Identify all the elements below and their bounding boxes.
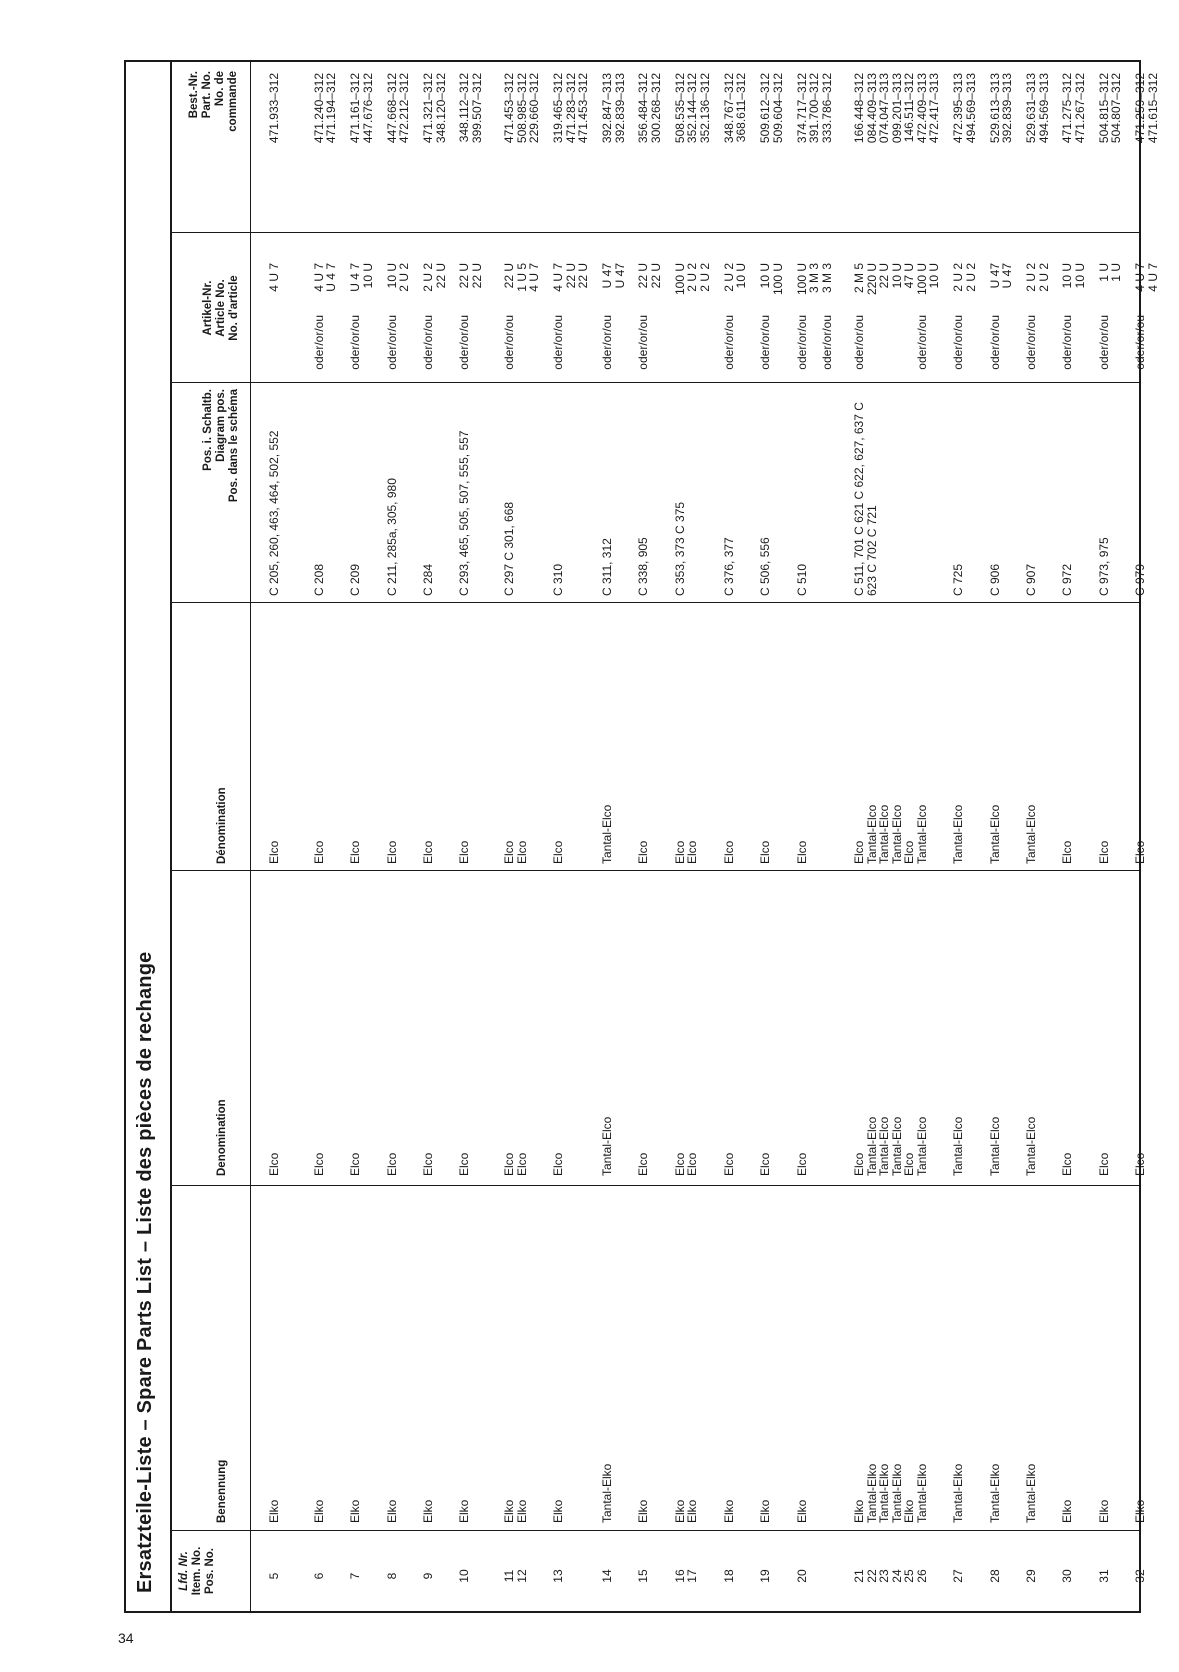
header-line: Pos. dans le schéma [228,389,240,503]
cell-denomination-fr: Tantal-Elco [987,804,1002,864]
cell-part-no: 471.321–312 348.120–312 [420,73,448,144]
header-line: Item. No. [191,1546,203,1596]
cell-item-no: 27 [951,1569,966,1583]
cell-part-no: 471.453–312 508.985–312 229.660–312 [502,73,542,144]
cell-denomination-fr: Elco [420,840,435,864]
cell-alternative-marker: oder/or/ou [1024,315,1039,370]
header-diagram-pos [202,389,272,599]
cell-part-no: 471.933–312 [267,73,281,144]
cell-alternative-marker: oder/or/ou oder/or/ou [851,315,929,370]
table-row [386,62,411,1611]
cell-article-no: 4 U 7 [267,263,281,292]
header-item-no [178,1535,248,1607]
cell-item-no: 19 [758,1569,773,1583]
header-article-no [202,237,272,379]
cell-benennung: Elko [636,1499,651,1523]
cell-diagram-pos: C 725 [951,563,966,596]
header-line: Diagram pos. [215,389,227,462]
cell-denomination-fr: Elco Elco [502,840,529,864]
table-row [313,62,338,1611]
cell-article-no: 4 U 7 4 U 7 [1133,263,1160,292]
cell-alternative-marker: oder/or/ou [551,315,566,370]
cell-alternative-marker: oder/or/ou [457,315,472,370]
cell-item-no: 28 [987,1569,1002,1583]
cell-denomination-fr: Elco [1096,840,1111,864]
cell-diagram-pos: C 511, 701 C 621 C 622, 627, 637 C 623 C 702 C 721 [851,402,879,596]
cell-article-no: U 4 7 10 U [348,263,375,292]
cell-article-no: 22 U 22 U [457,263,484,289]
cell-denomination: Elco [1096,1152,1111,1176]
table-row [458,62,483,1611]
cell-denomination: Elco [420,1152,435,1176]
cell-alternative-marker: oder/or/ou [987,315,1002,370]
cell-article-no: 2 M 5 220 U 22 U 10 U 47 U 100 U 10 U [851,263,942,296]
table-row [759,62,784,1611]
cell-benennung: Elko [794,1499,809,1523]
cell-benennung: Elko [1133,1499,1148,1523]
cell-diagram-pos: C 907 [1024,563,1039,596]
parts-table-body [268,62,1159,1611]
cell-denomination: Elco [457,1152,472,1176]
cell-diagram-pos: C 338, 905 [636,537,651,596]
cell-item-no: 15 [636,1569,651,1583]
header-line: Pos. i. Schaltb. [202,389,214,471]
cell-alternative-marker: oder/or/ou [311,315,326,370]
header-line: No. d'article [228,275,240,341]
cell-denomination-fr: Elco [636,840,651,864]
cell-article-no: U 47 U 47 [600,263,627,289]
cell-benennung: Elko [267,1499,281,1523]
cell-denomination: Elco Elco [672,1152,700,1176]
cell-part-no: 472.395–313 494.569–313 [951,73,978,144]
cell-part-no: 529.613–313 392.839–313 [987,73,1015,144]
cell-denomination-fr: Elco Tantal-Elco Tantal-Elco Tantal-Elco Elco Tantal-Elco [851,804,929,864]
cell-denomination-fr: Elco [551,840,566,864]
rotated-sheet [126,62,1160,1611]
cell-alternative-marker: oder/or/ou [384,315,399,370]
cell-item-no: 30 [1060,1569,1075,1583]
cell-item-no: 8 [384,1572,399,1580]
cell-item-no: 21 22 23 24 25 26 [851,1569,929,1583]
cell-part-no: 374.717–312 391.700–312 333.786–312 [794,73,834,144]
cell-denomination: Tantal-Elco [1024,1116,1039,1176]
table-row [1134,62,1159,1611]
cell-denomination-fr: Tantal-Elco [600,804,615,864]
cell-benennung: Elko Tantal-Elko Tantal-Elko Tantal-Elko Elko Tantal-Elko [851,1463,929,1523]
cell-item-no: 13 [551,1569,566,1583]
cell-denomination-fr: Elco [1133,840,1148,864]
cell-part-no: 504.815–312 504.807–312 [1096,73,1124,144]
cell-denomination-fr: Elco [457,840,472,864]
cell-part-no: 471.259–312 471.615–312 [1133,73,1160,144]
cell-benennung: Elko Elko [672,1499,700,1523]
cell-diagram-pos: C 906 [987,563,1002,596]
cell-diagram-pos: C 311, 312 [600,538,615,596]
cell-alternative-marker: oder/or/ou [1096,315,1111,370]
cell-part-no: 529.631–313 494.569–313 [1024,73,1051,144]
cell-alternative-marker: oder/or/ou [420,315,435,370]
cell-article-no: 4 U 7 U 4 7 [311,263,339,292]
cell-benennung: Tantal-Elko [600,1463,615,1523]
cell-denomination-fr: Elco [721,840,736,864]
cell-benennung: Elko [311,1499,326,1523]
cell-item-no: 29 [1024,1569,1039,1583]
table-row [796,62,834,1611]
table-row [601,62,626,1611]
header-divider [250,62,251,1611]
cell-part-no: 471.275–312 471.267–312 [1060,73,1087,144]
cell-denomination: Elco Tantal-Elco Tantal-Elco Tantal-Elco Elco Tantal-Elco [851,1116,929,1176]
cell-denomination: Elco [267,1152,281,1176]
cell-part-no: 348.767–312 368.611–312 [721,73,749,144]
cell-denomination: Elco [794,1152,809,1176]
table-row [503,62,541,1611]
cell-benennung: Tantal-Elko [1024,1463,1039,1523]
header-line: Best.-Nr. [188,71,200,119]
cell-item-no: 9 [420,1572,435,1580]
header-line: Dénomination [216,787,228,864]
cell-part-no: 471.240–312 471.194–312 [311,73,339,144]
table-row [349,62,374,1611]
cell-diagram-pos: C 510 [794,563,809,596]
header-line: Pos. No. [204,1548,216,1595]
cell-denomination: Elco [758,1152,773,1176]
cell-part-no: 356.484–312 300.268–312 [636,73,663,144]
cell-benennung: Elko [551,1499,566,1523]
cell-denomination: Elco [721,1152,736,1176]
cell-denomination: Elco [311,1152,326,1176]
cell-benennung: Tantal-Elko [987,1463,1002,1523]
cell-diagram-pos: C 506, 556 [758,537,773,596]
cell-article-no: 100 U 2 U 2 2 U 2 [672,263,712,296]
cell-diagram-pos: C 209 [348,563,363,596]
cell-denomination-fr: Elco [758,840,773,864]
header-line: Denomination [216,1099,228,1176]
table-row [422,62,447,1611]
cell-alternative-marker: oder/or/ou [348,315,363,370]
cell-diagram-pos: C 211, 285a, 305, 980 [384,478,399,596]
cell-article-no: 10 U 2 U 2 [384,263,412,292]
table-row [989,62,1014,1611]
cell-alternative-marker: oder/or/ou [502,315,517,370]
cell-item-no: 18 [721,1569,736,1583]
cell-item-no: 31 [1096,1569,1111,1583]
cell-benennung: Elko [384,1499,399,1523]
cell-diagram-pos: C 979 [1133,563,1148,596]
cell-denomination: Tantal-Elco [600,1116,615,1176]
table-row [1098,62,1123,1611]
cell-diagram-pos: C 973, 975 [1096,537,1111,596]
header-line: commande [227,71,239,132]
cell-benennung: Elko [1060,1499,1075,1523]
cell-article-no: 1 U 1 U [1096,263,1124,282]
cell-denomination: Elco Elco [502,1152,529,1176]
header-part-no [188,71,258,227]
table-row [853,62,941,1611]
table-row [268,62,293,1611]
table-row [637,62,662,1611]
cell-diagram-pos: C 293, 465, 505, 507, 555, 557 [457,430,472,596]
cell-article-no: 2 U 2 2 U 2 [951,263,978,292]
cell-benennung: Elko [1096,1499,1111,1523]
cell-benennung: Elko [420,1499,435,1523]
cell-part-no: 348.112–312 399.507–312 [457,73,484,144]
cell-item-no: 20 [794,1569,809,1583]
cell-alternative-marker: oder/or/ou [951,315,966,370]
cell-denomination: Elco [1060,1152,1075,1176]
cell-diagram-pos: C 284 [420,563,435,596]
cell-part-no: 319.465–312 471.283–312 471.453–312 [551,73,591,144]
cell-denomination: Tantal-Elco [951,1116,966,1176]
cell-denomination-fr: Elco [311,840,326,864]
cell-article-no: 2 U 2 22 U [420,263,448,292]
cell-part-no: 471.161–312 447.676–312 [348,73,375,144]
header-line: Lfd. Nr. [178,1551,190,1591]
title-divider [170,62,172,1611]
parts-list-frame [124,60,1160,1613]
cell-article-no: 10 U 100 U [758,263,785,296]
table-row [1061,62,1086,1611]
cell-denomination: Elco [348,1152,363,1176]
cell-part-no: 392.847–313 392.839–313 [600,73,627,144]
header-line: Article No. [215,279,227,337]
cell-alternative-marker: oder/or/ou [1133,315,1148,370]
cell-benennung: Elko Elko [502,1499,529,1523]
cell-part-no: 508.535–312 352.144–312 352.136–312 [672,73,712,144]
cell-article-no: 22 U 22 U [636,263,663,289]
table-row [1025,62,1050,1611]
cell-denomination: Elco [1133,1152,1148,1176]
cell-denomination-fr: Tantal-Elco [951,804,966,864]
table-row [723,62,748,1611]
cell-part-no: 166.448–312 084.409–313 074.047–313 099.201–313 146.511–312 472.409–313 472.417–313 [851,73,942,144]
cell-denomination: Tantal-Elco [987,1116,1002,1176]
cell-benennung: Elko [721,1499,736,1523]
cell-diagram-pos: C 310 [551,563,566,596]
cell-alternative-marker: oder/or/ou [600,315,615,370]
cell-diagram-pos: C 208 [311,563,326,596]
cell-denomination-fr: Elco [384,840,399,864]
cell-article-no: 2 U 2 10 U [721,263,749,292]
cell-benennung: Tantal-Elko [951,1463,966,1523]
cell-article-no: 10 U 10 U [1060,263,1087,289]
cell-item-no: 11 12 [502,1569,529,1583]
cell-alternative-marker: oder/or/ou [758,315,773,370]
cell-item-no: 16 17 [672,1569,700,1583]
cell-denomination-fr: Elco [794,840,809,864]
cell-item-no: 10 [457,1569,472,1583]
cell-part-no: 447.668–312 472.212–312 [384,73,412,144]
cell-denomination-fr: Tantal-Elco [1024,804,1039,864]
table-row [674,62,712,1611]
cell-denomination-fr: Elco Elco [672,840,700,864]
cell-article-no: 4 U 7 22 U 22 U [551,263,591,292]
cell-part-no: 509.612–312 509.604–312 [758,73,785,144]
header-line: Part. No. [201,71,213,119]
cell-alternative-marker: oder/or/ou [636,315,651,370]
cell-denomination-fr: Elco [267,840,281,864]
cell-diagram-pos: C 972 [1060,563,1075,596]
page-title: Ersatzteile-Liste – Spare Parts List – Liste des pièces de rechange [134,951,156,1593]
page-number: 34 [118,1630,134,1646]
cell-item-no: 14 [600,1569,615,1583]
cell-alternative-marker: oder/or/ou [721,315,736,370]
cell-diagram-pos: C 376, 377 [721,537,736,596]
cell-article-no: U 47 U 47 [987,263,1015,289]
cell-denomination: Elco [551,1152,566,1176]
cell-diagram-pos: C 353, 373 C 375 [672,501,687,596]
cell-diagram-pos: C 297 C 301, 668 [502,501,517,596]
cell-article-no: 100 U 3 M 3 3 M 3 [794,263,834,296]
header-line: Benennung [216,1459,228,1523]
cell-item-no: 7 [348,1572,363,1580]
cell-article-no: 2 U 2 2 U 2 [1024,263,1051,292]
cell-denomination: Elco [636,1152,651,1176]
cell-denomination: Elco [384,1152,399,1176]
cell-benennung: Elko [348,1499,363,1523]
table-row [952,62,977,1611]
cell-alternative-marker: oder/or/ou [1060,315,1075,370]
cell-item-no: 32 [1133,1569,1148,1583]
cell-benennung: Elko [457,1499,472,1523]
table-row [552,62,590,1611]
cell-denomination-fr: Elco [348,840,363,864]
cell-alternative-marker: oder/or/ou oder/or/ou [794,315,834,370]
header-line: No. de [214,71,226,107]
cell-denomination-fr: Elco [1060,840,1075,864]
header-line: Artikel-Nr. [202,280,214,336]
cell-benennung: Elko [758,1499,773,1523]
cell-article-no: 22 U 1 U 5 4 U 7 [502,263,542,292]
cell-item-no: 6 [311,1572,326,1580]
cell-item-no: 5 [267,1572,281,1580]
cell-diagram-pos: C 205, 260, 463, 464, 502, 552 [267,430,281,596]
